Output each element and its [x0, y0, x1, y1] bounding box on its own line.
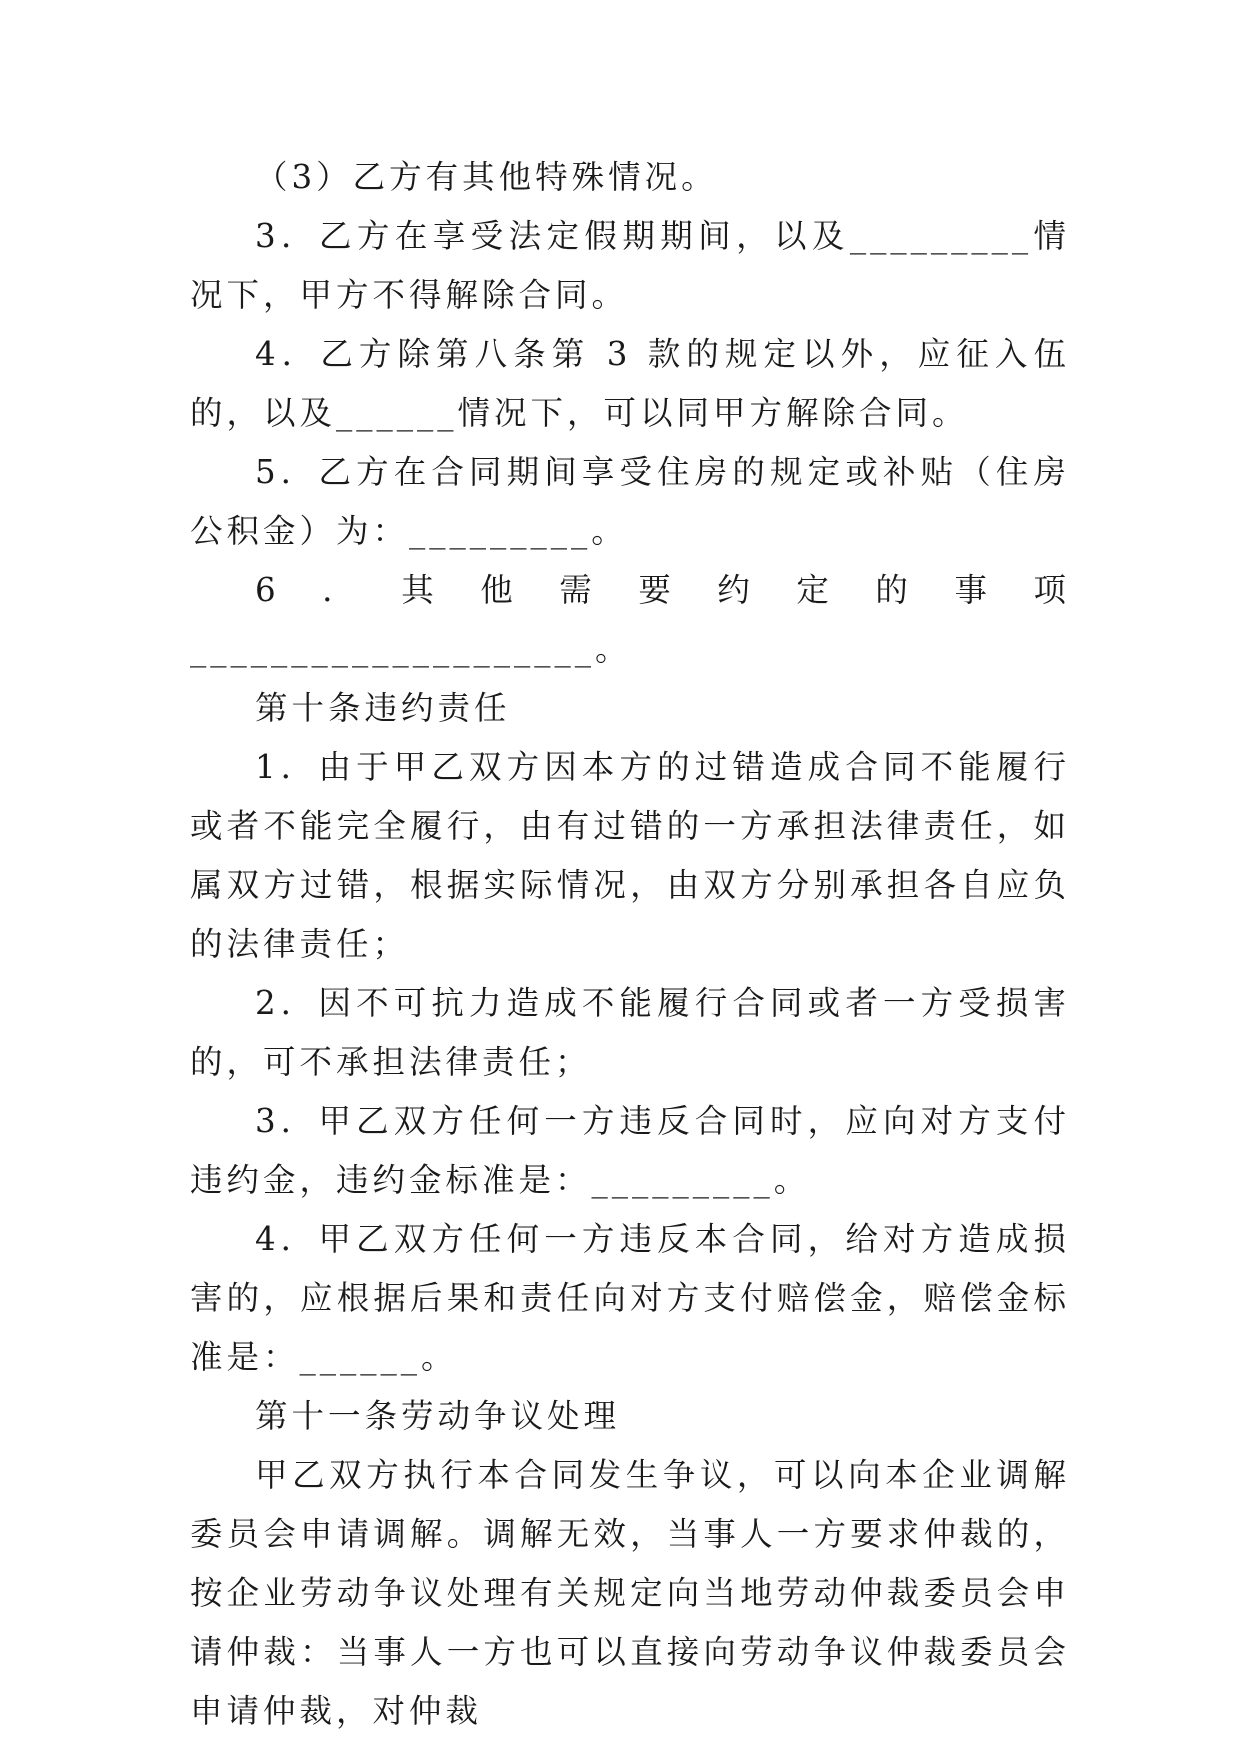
paragraph-liability-3: 3．甲乙双方任何一方违反合同时，应向对方支付违约金，违约金标准是：_________。 [190, 1102, 1070, 1199]
paragraph-special-circumstances: （3）乙方有其他特殊情况。 [255, 158, 718, 196]
paragraph-liability-4: 4．甲乙双方任何一方违反本合同，给对方造成损害的，应根据后果和责任向对方支付赔偿金，赔偿金标准是：______。 [190, 1220, 1070, 1376]
paragraph-clause-3: 3．乙方在享受法定假期期间，以及_________情况下，甲方不得解除合同。 [190, 217, 1070, 314]
paragraph-clause-5: 5．乙方在合同期间享受住房的规定或补贴（住房公积金）为：_________。 [190, 453, 1070, 550]
heading-article-10: 第十条违约责任 [255, 689, 511, 727]
paragraph-clause-6: 6．其他需要约定的事项____________________。 [190, 571, 1070, 668]
paragraph-liability-1: 1．由于甲乙双方因本方的过错造成合同不能履行或者不能完全履行，由有过错的一方承担法律责任，如属双方过错，根据实际情况，由双方分别承担各自应负的法律责任； [190, 748, 1070, 963]
heading-article-11: 第十一条劳动争议处理 [255, 1397, 621, 1435]
paragraph-clause-4: 4．乙方除第八条第 3 款的规定以外，应征入伍的，以及______情况下，可以同甲方解除合同。 [190, 335, 1070, 432]
paragraph-liability-2: 2．因不可抗力造成不能履行合同或者一方受损害的，可不承担法律责任； [190, 984, 1070, 1081]
document-page [190, 148, 1070, 1741]
paragraph-dispute-resolution: 甲乙双方执行本合同发生争议，可以向本企业调解委员会申请调解。调解无效，当事人一方要求仲裁的，按企业劳动争议处理有关规定向当地劳动仲裁委员会申请仲裁：当事人一方也可以直接向劳动争议仲裁委员会申请仲裁，对仲裁 [190, 1456, 1070, 1730]
